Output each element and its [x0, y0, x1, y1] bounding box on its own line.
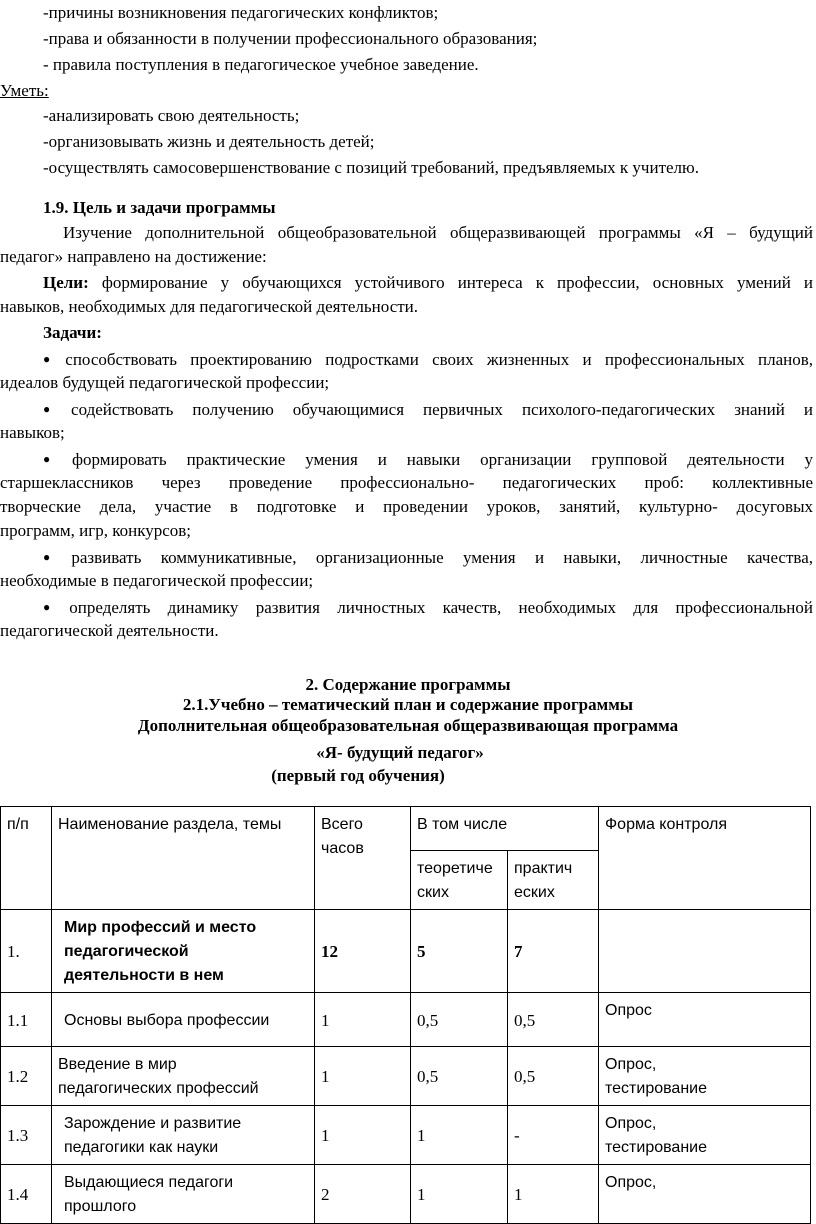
section-heading: 1.9. Цель и задачи программы	[43, 198, 276, 217]
task-item-cont: педагогической деятельности.	[0, 621, 219, 640]
table-row	[1, 993, 811, 1047]
header-control: Форма контроля	[599, 807, 811, 910]
header-name: Наименование раздела, темы	[52, 807, 315, 910]
able-item: -организовывать жизнь и деятельность детей;	[43, 132, 375, 151]
row-total: 1	[315, 1047, 411, 1106]
task-item: ● содействовать получению обучающимися первичных психолого-педагогических знаний и	[43, 400, 813, 419]
row-control: Опрос	[599, 993, 811, 1047]
row-theory: 5	[411, 910, 508, 993]
header-total: Всего часов	[315, 807, 411, 910]
able-item: -осуществлять самосовершенствование с позиций требований, предъявляемых к учителю.	[43, 158, 699, 177]
goals-paragraph	[43, 272, 813, 294]
row-control: Опрос, тестирование	[599, 1047, 811, 1106]
row-num: 1.4	[1, 1165, 52, 1224]
table-row	[1, 1047, 811, 1106]
section-2-heading: 2. Содержание программы	[305, 675, 511, 694]
bullet-icon: ●	[43, 402, 66, 416]
row-theory: 1	[411, 1106, 508, 1165]
header-theory: теоретиче ских	[411, 851, 508, 910]
row-name: Зарождение и развитие педагогики как науки	[52, 1106, 315, 1165]
row-total: 12	[315, 910, 411, 993]
task-item-cont: идеалов будущей педагогической профессии;	[0, 373, 330, 392]
header-including: В том числе	[411, 807, 599, 851]
section-2-subheading: 2.1.Учебно – тематический план и содержание программы	[182, 695, 634, 714]
intro-text: педагог» направлено на достижение:	[0, 247, 267, 266]
task-item-cont: творческие дела, участие в подготовке и проведении уроков, занятий, культурно- досуговых	[0, 497, 813, 516]
goals-text: навыков, необходимых для педагогической деятельности.	[0, 297, 419, 316]
row-control	[599, 910, 811, 993]
program-year: (первый год обучения)	[271, 766, 445, 785]
table-row	[1, 1106, 811, 1165]
know-item: - правила поступления в педагогическое учебное заведение.	[43, 55, 479, 74]
task-item: ● формировать практические умения и навыки организации групповой деятельности у	[43, 450, 813, 469]
row-theory: 0,5	[411, 993, 508, 1047]
row-num: 1.2	[1, 1047, 52, 1106]
row-name: Мир профессий и место педагогической деятельности в нем	[52, 910, 315, 993]
task-item: ● способствовать проектированию подростками своих жизненных и профессиональных планов,	[43, 350, 813, 369]
goals-label: Цели:	[43, 273, 89, 292]
able-heading: Уметь:	[0, 81, 49, 100]
table-row	[1, 1165, 811, 1224]
row-practice: 1	[508, 1165, 599, 1224]
header-practice: практич еских	[508, 851, 599, 910]
row-theory: 0,5	[411, 1047, 508, 1106]
row-practice: 0,5	[508, 993, 599, 1047]
row-control: Опрос,	[599, 1165, 811, 1224]
row-name: Основы выбора профессии	[52, 993, 315, 1047]
row-num: 1.	[1, 910, 52, 993]
row-name: Введение в мир педагогических профессий	[52, 1047, 315, 1106]
task-item-cont: программ, игр, конкурсов;	[0, 521, 192, 540]
table-header-row	[1, 807, 811, 851]
bullet-icon: ●	[43, 352, 60, 366]
task-item-cont: необходимые в педагогической профессии;	[0, 571, 314, 590]
know-item: -права и обязанности в получении профессионального образования;	[43, 29, 538, 48]
able-item: -анализировать свою деятельность;	[43, 106, 300, 125]
row-num: 1.1	[1, 993, 52, 1047]
tasks-label: Задачи:	[43, 323, 102, 342]
task-item: ● определять динамику развития личностных качеств, необходимых для профессиональной	[43, 598, 813, 617]
know-item: -причины возникновения педагогических конфликтов;	[43, 3, 439, 22]
bullet-icon: ●	[43, 452, 66, 466]
table-row	[1, 910, 811, 993]
task-item: ● развивать коммуникативные, организационные умения и навыки, личностные качества,	[43, 548, 813, 567]
task-item-cont: старшеклассников через проведение профессионально- педагогических проб: коллективные	[0, 473, 813, 492]
row-practice: 7	[508, 910, 599, 993]
intro-text: Изучение дополнительной общеобразовательной общеразвивающей программы «Я – будущий	[63, 223, 813, 242]
task-item-cont: навыков;	[0, 423, 65, 442]
row-total: 1	[315, 1106, 411, 1165]
row-total: 2	[315, 1165, 411, 1224]
goals-text: формирование у обучающихся устойчивого интереса к профессии, основных умений и	[101, 273, 814, 292]
bullet-icon: ●	[43, 550, 66, 564]
row-name: Выдающиеся педагоги прошлого	[52, 1165, 315, 1224]
row-practice: -	[508, 1106, 599, 1165]
row-total: 1	[315, 993, 411, 1047]
header-num: п/п	[1, 807, 52, 910]
row-control: Опрос, тестирование	[599, 1106, 811, 1165]
row-num: 1.3	[1, 1106, 52, 1165]
thematic-plan-table	[0, 806, 811, 1224]
bullet-icon: ●	[43, 600, 64, 614]
program-title: Дополнительная общеобразовательная общеразвивающая программа	[137, 716, 679, 735]
program-name: «Я- будущий педагог»	[316, 743, 484, 762]
row-theory: 1	[411, 1165, 508, 1224]
row-practice: 0,5	[508, 1047, 599, 1106]
